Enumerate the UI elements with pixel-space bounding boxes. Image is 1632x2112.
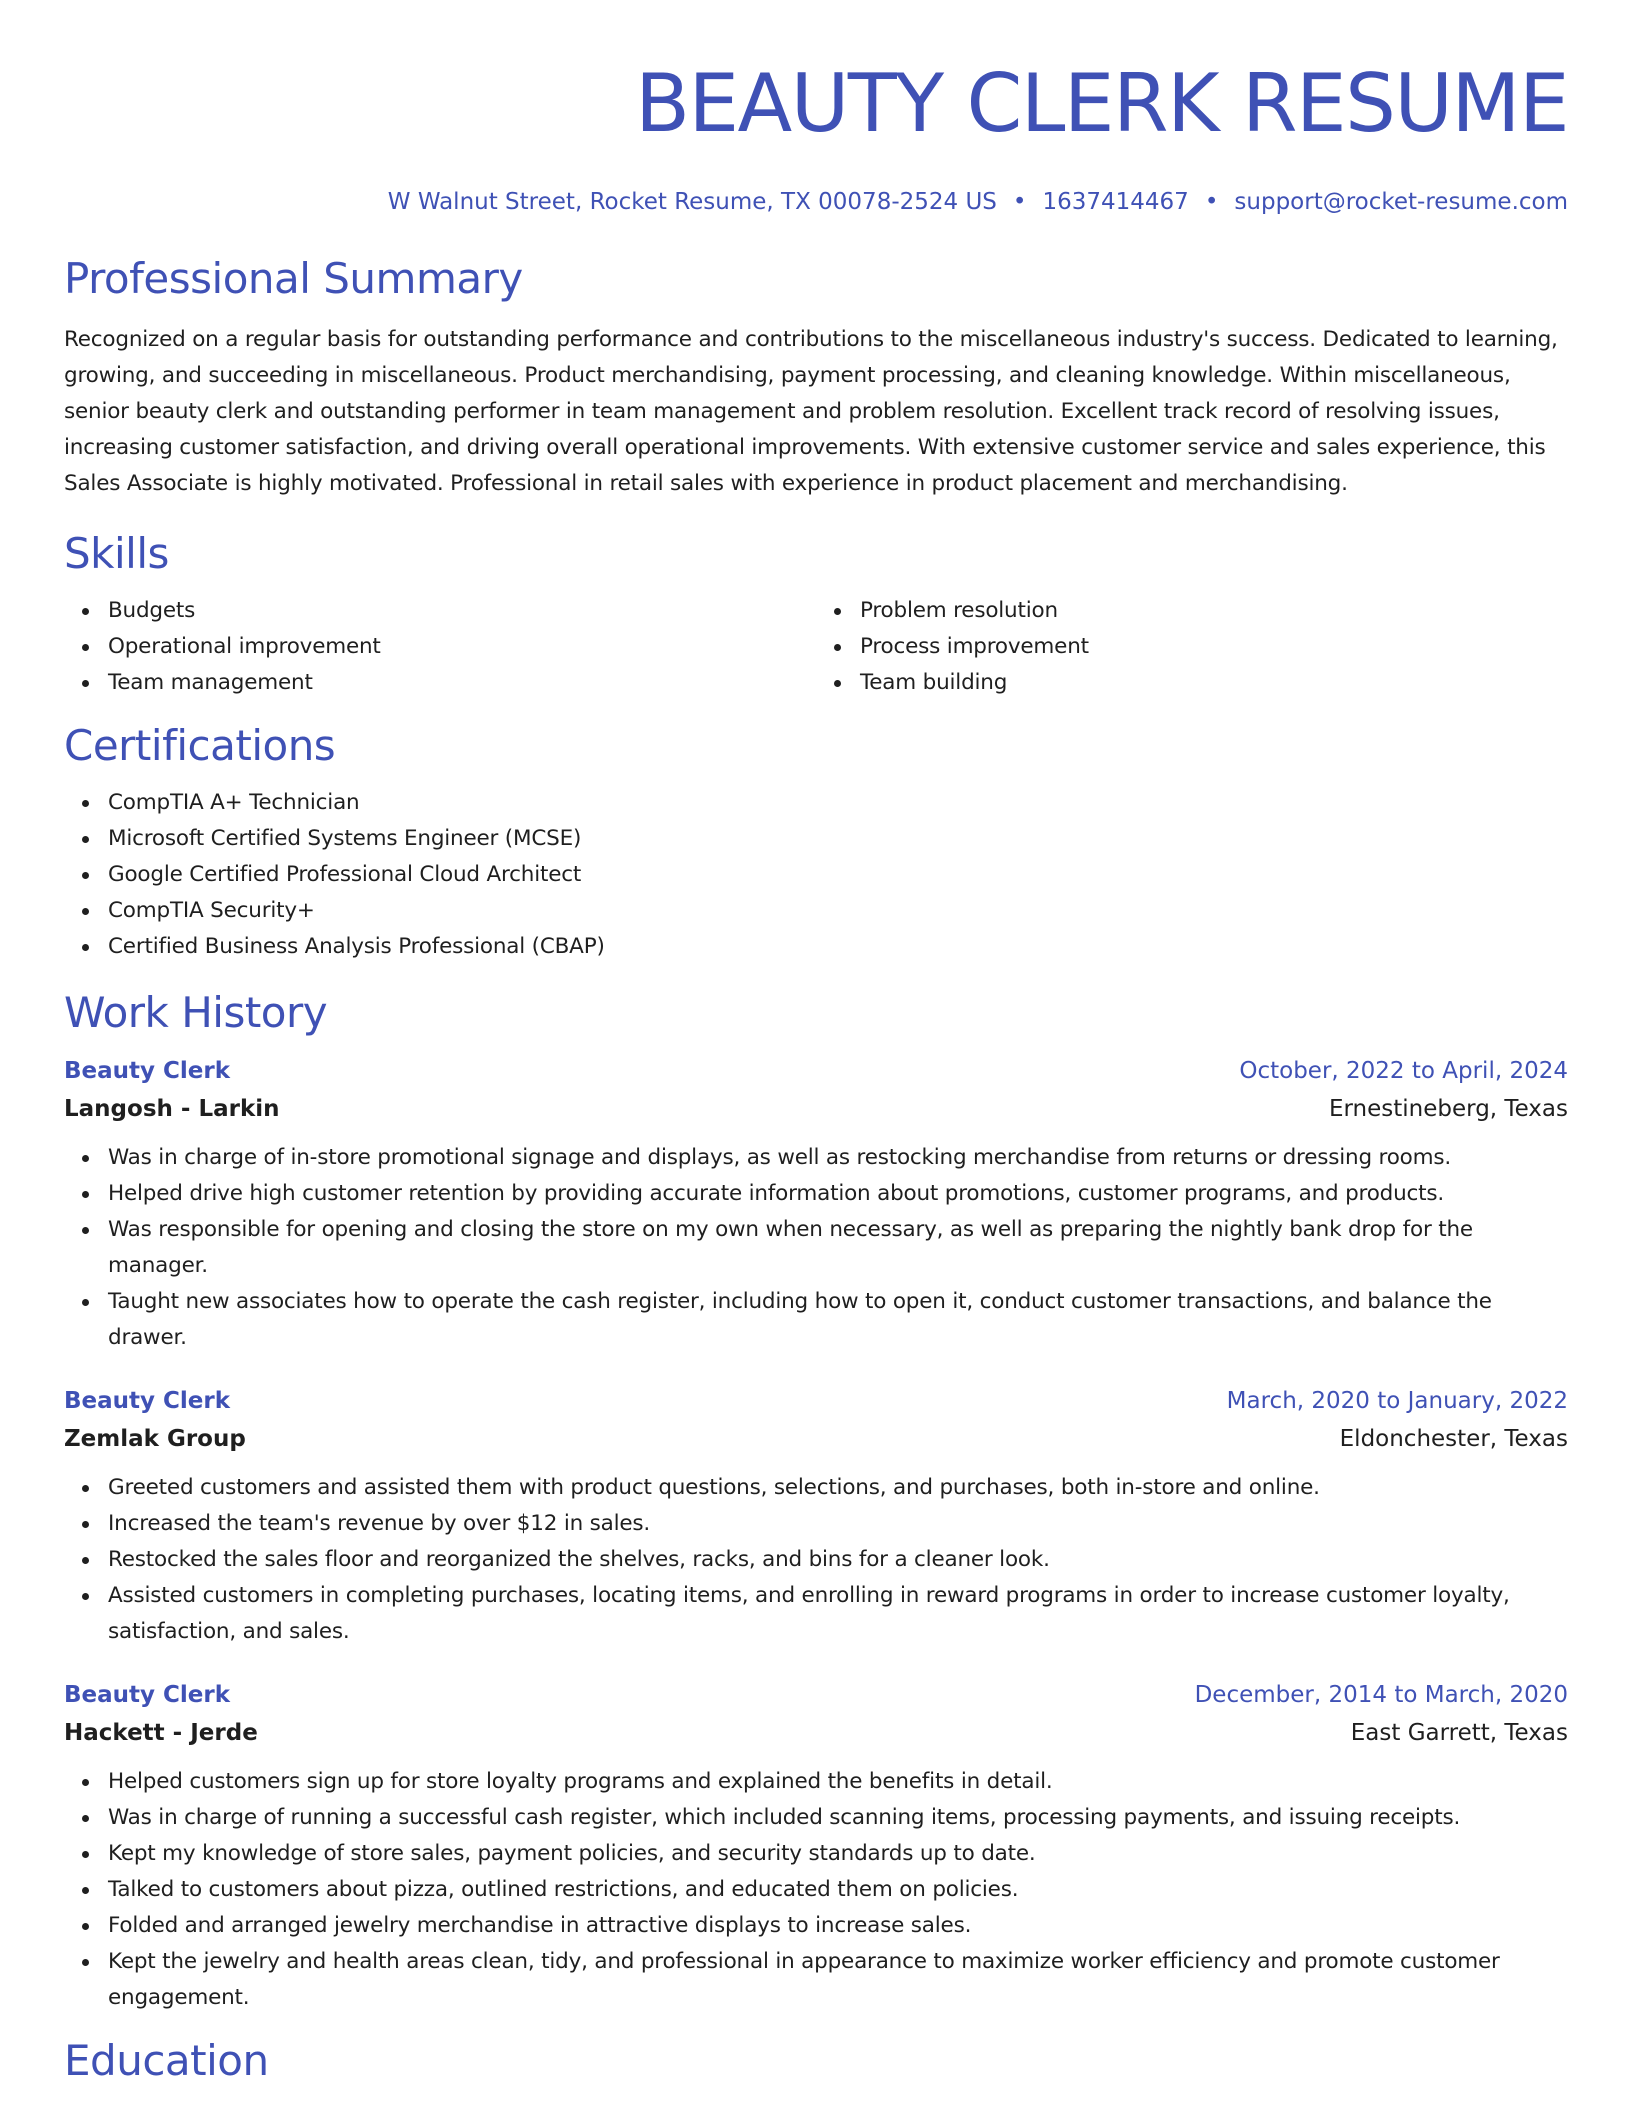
job-location: Eldonchester, Texas <box>1339 1426 1568 1452</box>
job-dates: March, 2020 to January, 2022 <box>1226 1388 1568 1414</box>
contact-email[interactable]: support@rocket-resume.com <box>1234 189 1568 215</box>
certification-item: CompTIA Security+ <box>108 893 1568 929</box>
summary-section <box>64 254 1568 502</box>
contact-separator: • <box>1012 189 1027 215</box>
job-bullet: Helped customers sign up for store loyalty programs and explained the benefits in detail. <box>108 1764 1568 1800</box>
contact-phone: 1637414467 <box>1042 189 1189 215</box>
job-title: Beauty Clerk <box>64 1682 231 1708</box>
job-bullet: Increased the team's revenue by over $12 in sales. <box>108 1506 1568 1542</box>
job-bullet: Was responsible for opening and closing the store on my own when necessary, as well as preparing the nightly bank drop for the manager. <box>108 1212 1568 1284</box>
job-header-row <box>64 1382 1568 1420</box>
skill-item: Problem resolution <box>860 593 1568 629</box>
job-company: Zemlak Group <box>64 1426 246 1452</box>
contact-address: W Walnut Street, Rocket Resume, TX 00078-2524 US <box>387 189 997 215</box>
certification-item: CompTIA A+ Technician <box>108 785 1568 821</box>
certification-item: Microsoft Certified Systems Engineer (MCSE) <box>108 821 1568 857</box>
job-company: Langosh - Larkin <box>64 1096 280 1122</box>
job-bullet: Folded and arranged jewelry merchandise in attractive displays to increase sales. <box>108 1908 1568 1944</box>
resume-header <box>64 0 1568 216</box>
skills-heading: Skills <box>64 529 169 578</box>
job-company-row <box>64 1714 1568 1752</box>
summary-text: Recognized on a regular basis for outstanding performance and contributions to the miscellaneous industry's success. Dedicated to learning, growing, and succeeding in miscellaneous. Product merchandising, payment processing, and cleaning knowledge. Within miscellaneous, senior beauty clerk and outstanding performer in team management and problem resolution. Excellent track record of resolving issues, increasing customer satisfaction, and driving overall operational improvements. With extensive customer service and sales experience, this Sales Associate is highly motivated. Professional in retail sales with experience in product placement and merchandising. <box>64 327 1558 496</box>
job-bullet: Taught new associates how to operate the cash register, including how to open it, conduct customer transactions, and balance the drawer. <box>108 1284 1568 1356</box>
skills-section <box>64 529 1568 701</box>
job-header-row <box>64 1052 1568 1090</box>
job-bullet: Kept the jewelry and health areas clean, tidy, and professional in appearance to maximize worker efficiency and promote customer engagement. <box>108 1944 1568 2016</box>
job-header-row <box>64 1676 1568 1714</box>
education-section <box>64 2036 1568 2086</box>
job-bullets <box>64 1470 1568 1650</box>
contact-separator: • <box>1204 189 1219 215</box>
job-dates: December, 2014 to March, 2020 <box>1194 1682 1568 1708</box>
job-bullet: Was in charge of running a successful cash register, which included scanning items, processing payments, and issuing receipts. <box>108 1800 1568 1836</box>
job-title: Beauty Clerk <box>64 1058 231 1084</box>
job-bullet: Restocked the sales floor and reorganized the shelves, racks, and bins for a cleaner look. <box>108 1542 1568 1578</box>
job-bullet: Was in charge of in-store promotional signage and displays, as well as restocking merchandise from returns or dressing rooms. <box>108 1140 1568 1176</box>
job-entry <box>64 1382 1568 1650</box>
job-bullet: Kept my knowledge of store sales, payment policies, and security standards up to date. <box>108 1836 1568 1872</box>
summary-heading: Professional Summary <box>64 254 523 303</box>
skill-item: Team building <box>860 665 1568 701</box>
certifications-section <box>64 721 1568 965</box>
job-company-row <box>64 1090 1568 1128</box>
job-bullets <box>64 1140 1568 1356</box>
skills-list-right <box>816 593 1568 701</box>
contact-line <box>64 188 1568 216</box>
job-bullet: Assisted customers in completing purchases, locating items, and enrolling in reward programs in order to increase customer loyalty, satisfaction, and sales. <box>108 1578 1568 1650</box>
candidate-name: BEAUTY CLERK RESUME <box>635 57 1568 150</box>
job-bullets <box>64 1764 1568 2016</box>
job-company: Hackett - Jerde <box>64 1720 258 1746</box>
certifications-list <box>64 785 1568 965</box>
job-entry <box>64 1052 1568 1356</box>
job-title: Beauty Clerk <box>64 1388 231 1414</box>
job-location: East Garrett, Texas <box>1350 1720 1568 1746</box>
skill-item: Operational improvement <box>108 629 816 665</box>
certification-item: Google Certified Professional Cloud Architect <box>108 857 1568 893</box>
certification-item: Certified Business Analysis Professional (CBAP) <box>108 929 1568 965</box>
job-dates: October, 2022 to April, 2024 <box>1239 1058 1568 1084</box>
work-history-section <box>64 988 1568 2016</box>
job-entry <box>64 1676 1568 2016</box>
job-bullet: Greeted customers and assisted them with product questions, selections, and purchases, both in-store and online. <box>108 1470 1568 1506</box>
work-history-heading: Work History <box>64 988 328 1037</box>
certifications-heading: Certifications <box>64 721 336 770</box>
job-bullet: Helped drive high customer retention by providing accurate information about promotions, customer programs, and products. <box>108 1176 1568 1212</box>
education-heading: Education <box>64 2036 269 2085</box>
skill-item: Team management <box>108 665 816 701</box>
skills-list-left <box>64 593 816 701</box>
job-location: Ernestineberg, Texas <box>1328 1096 1568 1122</box>
skills-columns <box>64 593 1568 701</box>
job-bullet: Talked to customers about pizza, outlined restrictions, and educated them on policies. <box>108 1872 1568 1908</box>
skill-item: Budgets <box>108 593 816 629</box>
job-company-row <box>64 1420 1568 1458</box>
skill-item: Process improvement <box>860 629 1568 665</box>
